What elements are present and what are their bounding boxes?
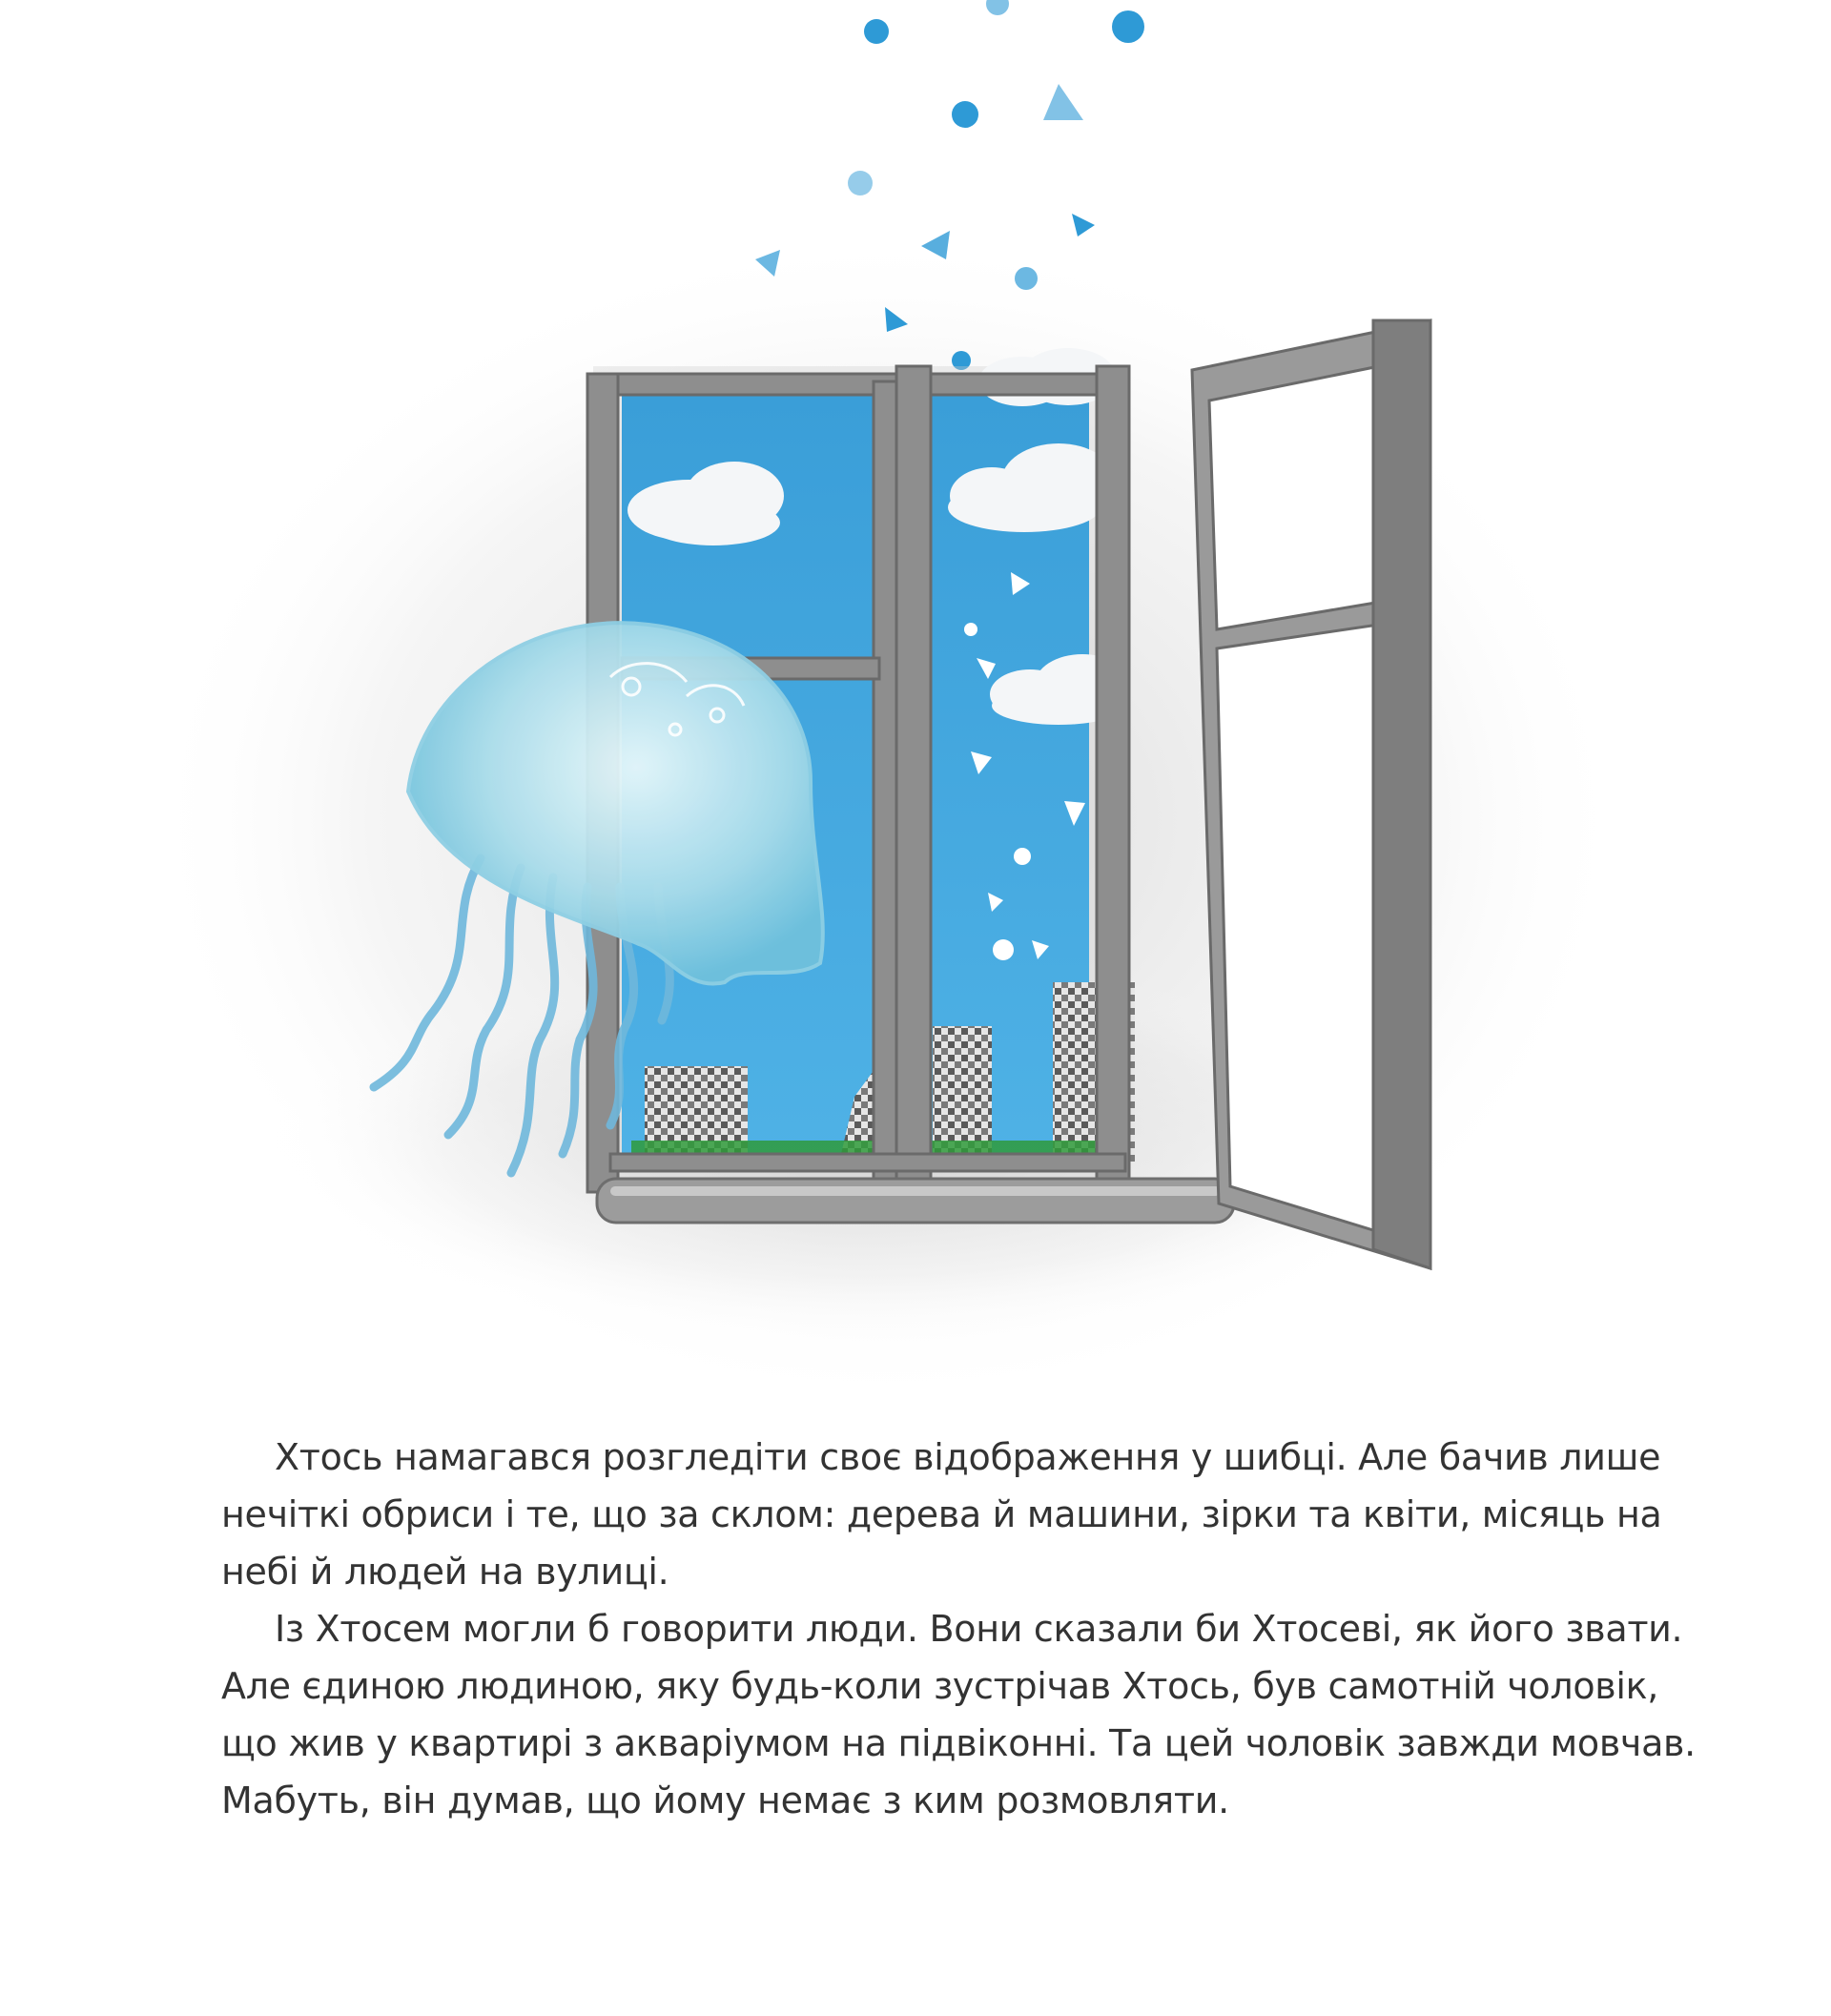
paragraph-2-line-4: Мабуть, він думав, що йому немає з ким розмовляти. bbox=[221, 1779, 1229, 1821]
paragraph-2-line-3: що жив у квартирі з акваріумом на підвіконні. Та цей чоловік завжди мовчав. bbox=[221, 1722, 1696, 1764]
paragraph-1-line-1: Хтось намагався розгледіти своє відображення у шибці. Але бачив лише bbox=[275, 1436, 1661, 1478]
story-text bbox=[221, 1429, 1718, 1829]
paragraph-2-line-2: Але єдиною людиною, яку будь-коли зустрічав Хтось, був самотній чоловік, bbox=[221, 1665, 1659, 1707]
open-window-sash bbox=[1192, 320, 1430, 1268]
paragraph-1-line-2: нечіткі обриси і те, що за склом: дерева й машини, зірки та квіти, місяць на bbox=[221, 1493, 1662, 1535]
window-sill bbox=[597, 1179, 1234, 1223]
paragraph-1-line-3: небі й людей на вулиці. bbox=[221, 1551, 669, 1593]
paragraph-2-line-1: Із Хтосем могли б говорити люди. Вони сказали би Хтосеві, як його звати. bbox=[275, 1608, 1683, 1650]
